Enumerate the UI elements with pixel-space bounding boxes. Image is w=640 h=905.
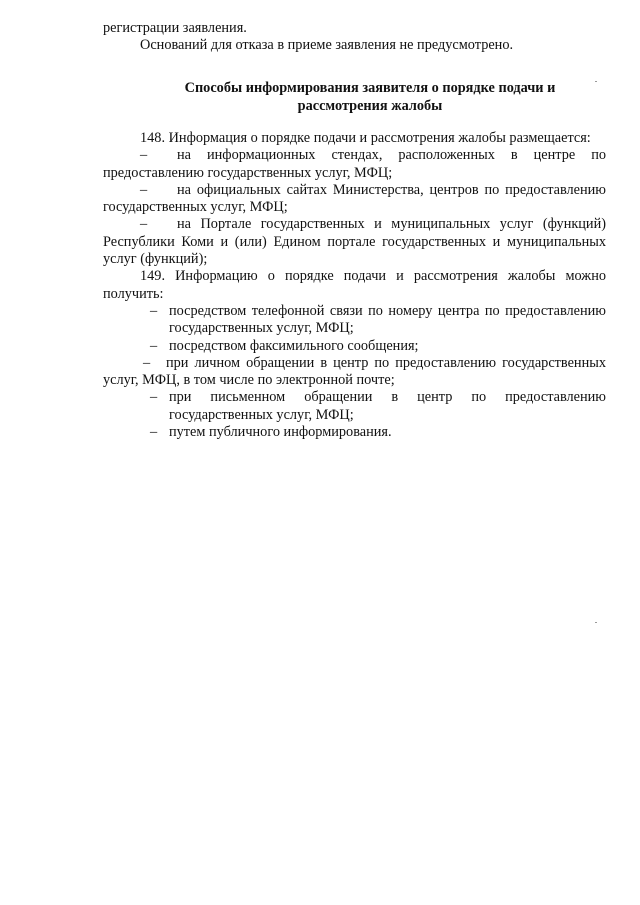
list-item-text: на информационных стендах, расположенных в центре по предоставлению государственных услуг, МФЦ; (103, 147, 606, 181)
list-item-text: на официальных сайтах Министерства, центров по предоставлению государственных услуг, МФЦ; (103, 181, 606, 216)
dash-marker: – (150, 337, 158, 354)
paragraph-149-intro: 149. Информацию о порядке подачи и рассмотрения жалобы можно получить: (103, 268, 606, 302)
list-item-text: посредством факсимильного сообщения; (169, 337, 419, 354)
dash-marker: – (150, 302, 158, 319)
scan-speck (595, 81, 597, 82)
list-item (103, 355, 606, 390)
heading-line-2: рассмотрения жалобы (297, 97, 443, 114)
dash-marker: – (150, 389, 158, 406)
dash-marker: – (140, 147, 148, 164)
dash-marker: – (140, 181, 148, 198)
heading-line-1: Способы информирования заявителя о порядке подачи и (184, 80, 556, 96)
top-text-block (103, 20, 606, 55)
dash-marker: – (140, 216, 148, 233)
section-heading (150, 80, 590, 115)
list-item (103, 424, 606, 441)
refusal-statement: Оснований для отказа в приеме заявления не предусмотрено. (140, 37, 514, 54)
list-item-text: посредством телефонной связи по номеру центра по предоставлению государственных услуг, МФЦ; (169, 302, 606, 337)
dash-marker: – (150, 424, 158, 441)
scan-speck (595, 622, 597, 623)
list-item-text: на Портале государственных и муниципальных услуг (функций) Республики Коми и (или) Едином портале государственных и муниципальных услуг (функций); (103, 216, 606, 268)
list-item (103, 389, 606, 424)
continuation-line: регистрации заявления. (103, 20, 247, 36)
list-item (103, 216, 606, 268)
list-item-text: при письменном обращении в центр по предоставлению государственных услуг, МФЦ; (169, 389, 606, 423)
list-item (103, 338, 606, 355)
list-item (103, 303, 606, 338)
list-item-text: при личном обращении в центр по предоставлению государственных услуг, МФЦ, в том числе по электронной почте; (103, 354, 606, 389)
paragraph-148 (103, 130, 606, 441)
list-item-text: путем публичного информирования. (169, 424, 392, 441)
list-item (103, 147, 606, 182)
list-item (103, 182, 606, 217)
dash-marker: – (143, 354, 151, 371)
paragraph-148-intro: 148. Информация о порядке подачи и рассмотрения жалобы размещается: (140, 130, 591, 146)
